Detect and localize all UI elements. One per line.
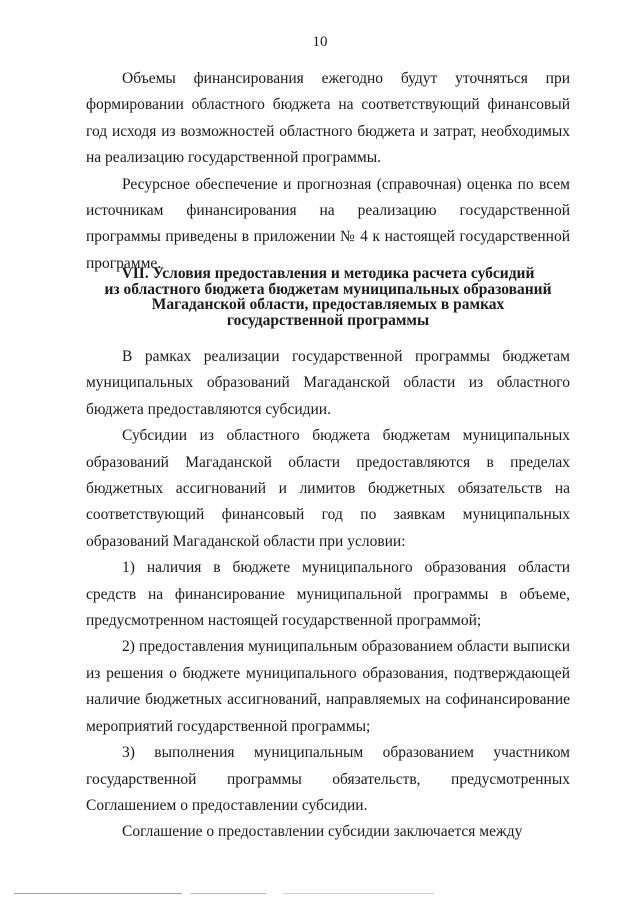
section-heading-line: государственной программы (226, 311, 430, 329)
section-heading-line: из областного бюджета бюджетам муниципальных образований (104, 280, 552, 298)
scan-artifact-line (14, 893, 434, 894)
paragraph-subsidy-conditions: Субсидии из областного бюджета бюджетам муниципальных образований Магаданской области предоставляются в пределах бюджетных ассигнований и лимитов бюджетных обязательств на соответствующий финансовый год по заявкам муниципальных образований Магаданской области при условии: (86, 427, 570, 550)
section-heading-line: Магаданской области, предоставляемых в рамках (151, 296, 505, 313)
condition-item-1: 1) наличия в бюджете муниципального образования области средств на финансирование муниципальной программы в объеме, предусмотренном настоящей государственной программой; (86, 559, 570, 630)
paragraph-agreement: Соглашение о предоставлении субсидии заключается между (122, 823, 523, 841)
section-body (86, 344, 570, 846)
section-heading (86, 266, 570, 328)
page-number: 10 (312, 34, 328, 50)
paragraph-financing-volumes: Объемы финансирования ежегодно будут уточняться при формировании областного бюджета на соответствующий финансовый год исходя из возможностей областного бюджета и затрат, необходимых на реализацию государственной программы. (86, 70, 570, 167)
paragraph-resource-provision: Ресурсное обеспечение и прогнозная (справочная) оценка по всем источникам финансирования на реализацию государственной программы приведены в приложении № 4 к настоящей государственной программе. (86, 175, 570, 272)
section-heading-line: VII. Условия предоставления и методика расчета субсидий (121, 265, 535, 282)
intro-text (86, 66, 570, 277)
condition-item-3: 3) выполнения муниципальным образованием участником государственной программы обязательств, предусмотренных Соглашением о предоставлении субсидии. (86, 744, 570, 814)
condition-item-2: 2) предоставления муниципальным образованием области выписки из решения о бюджете муниципального образования, подтверждающей наличие бюджетных ассигнований, направляемых на софинансирование мероприятий государственной программы; (86, 638, 570, 735)
paragraph-subsidies-provided: В рамках реализации государственной программы бюджетам муниципальных образований Магаданской области из областного бюджета предоставляются субсидии. (86, 348, 570, 418)
